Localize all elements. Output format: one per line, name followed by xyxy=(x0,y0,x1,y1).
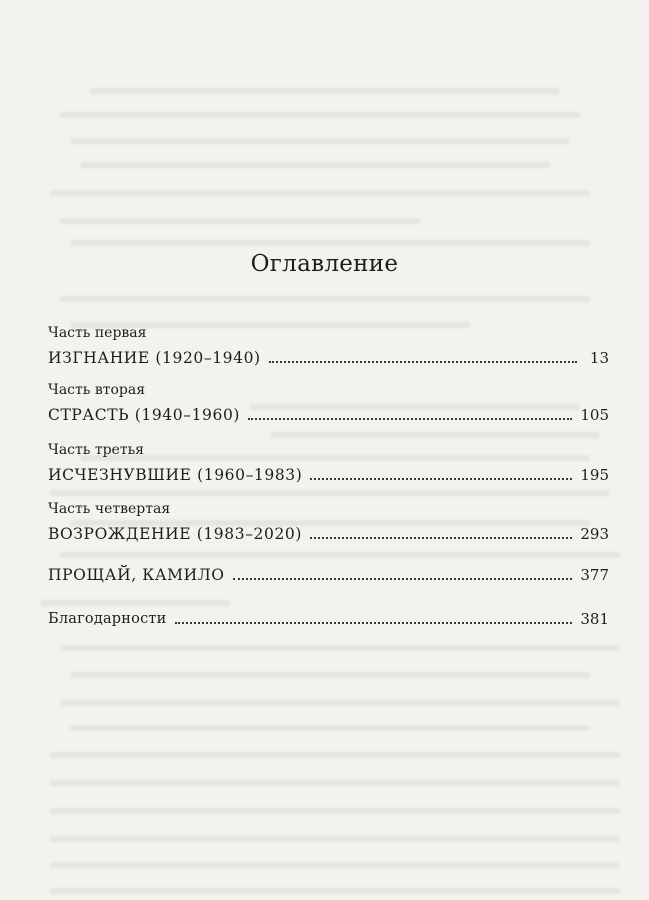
toc-row[interactable] xyxy=(48,565,609,585)
toc-section-title: ИЗГНАНИЕ (1920–1940) xyxy=(48,349,261,367)
toc-part-label: Часть первая xyxy=(48,325,147,341)
toc-entry xyxy=(48,500,609,544)
toc-page-number: 377 xyxy=(580,566,609,584)
toc-row[interactable] xyxy=(48,405,609,425)
toc-section-title: Благодарности xyxy=(48,611,167,627)
toc-part-label: Часть вторая xyxy=(48,382,146,398)
toc-page-number: 381 xyxy=(580,610,609,628)
toc-section-title: СТРАСТЬ (1940–1960) xyxy=(48,406,241,424)
toc-section-title: ИСЧЕЗНУВШИЕ (1960–1983) xyxy=(48,466,303,484)
leader-dots xyxy=(248,418,572,420)
leader-dots xyxy=(233,578,573,580)
toc-section-title: ВОЗРОЖДЕНИЕ (1983–2020) xyxy=(48,525,303,543)
toc-section-title: ПРОЩАЙ, КАМИЛО xyxy=(48,566,225,584)
leader-dots xyxy=(310,478,572,480)
toc-page-number: 293 xyxy=(580,525,609,543)
toc-row[interactable] xyxy=(48,465,609,485)
toc-entry xyxy=(48,324,609,368)
toc-entry xyxy=(48,381,609,425)
page-title: Оглавление xyxy=(250,251,399,277)
toc-row[interactable] xyxy=(48,609,609,629)
toc-entry xyxy=(48,609,609,629)
toc-row[interactable] xyxy=(48,524,609,544)
leader-dots xyxy=(175,622,573,624)
toc-entry xyxy=(48,441,609,485)
toc-part-label: Часть четвертая xyxy=(48,501,171,517)
leader-dots xyxy=(269,361,577,363)
toc-page-number: 105 xyxy=(580,406,609,424)
toc-part-label: Часть третья xyxy=(48,442,145,458)
toc-page-number: 195 xyxy=(580,466,609,484)
leader-dots xyxy=(310,537,572,539)
toc-entry xyxy=(48,565,609,585)
toc-page-number: 13 xyxy=(589,349,609,367)
toc-row[interactable] xyxy=(48,348,609,368)
